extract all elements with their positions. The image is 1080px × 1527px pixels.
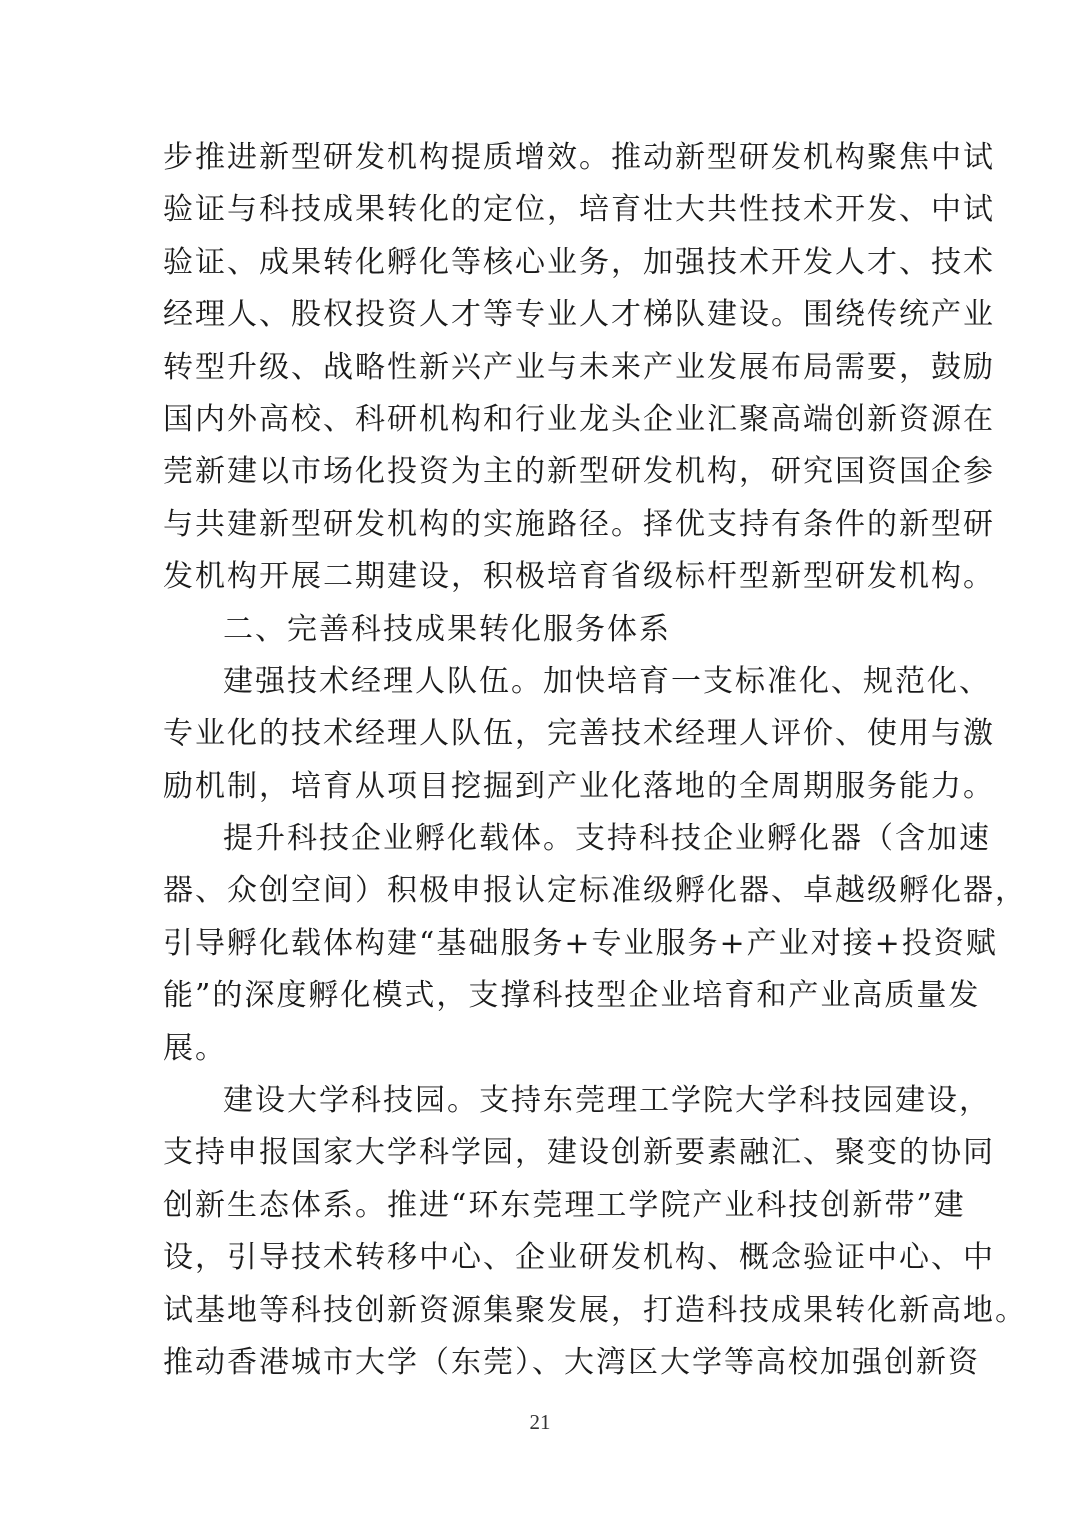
text-line: 验证与科技成果转化的定位，培育壮大共性技术开发、中试 — [163, 192, 995, 228]
text-line: 试基地等科技创新资源集聚发展，打造科技成果转化新高地。 — [163, 1292, 1027, 1328]
text-line: 国内外高校、科研机构和行业龙头企业汇聚高端创新资源在 — [163, 401, 995, 437]
text-line: 建强技术经理人队伍。加快培育一支标准化、规范化、 — [223, 663, 991, 699]
text-line: 发机构开展二期建设，积极培育省级标杆型新型研发机构。 — [163, 559, 995, 595]
text-line: 转型升级、战略性新兴产业与未来产业发展布局需要，鼓励 — [163, 349, 995, 385]
page-number: 21 — [529, 1410, 551, 1434]
text-line: 推动香港城市大学（东莞）、大湾区大学等高校加强创新资 — [163, 1344, 980, 1380]
body-text — [163, 132, 1027, 1389]
text-line: 二、完善科技成果转化服务体系 — [223, 611, 671, 647]
text-line: 器、众创空间）积极申报认定标准级孵化器、卓越级孵化器， — [163, 873, 1027, 909]
text-line: 能”的深度孵化模式，支撑科技型企业培育和产业高质量发 — [163, 978, 981, 1014]
text-line: 引导孵化载体构建“基础服务+专业服务+产业对接+投资赋 — [163, 925, 998, 961]
text-line: 展。 — [163, 1030, 227, 1066]
text-line: 提升科技企业孵化载体。支持科技企业孵化器（含加速 — [223, 821, 991, 857]
text-line: 设，引导技术转移中心、企业研发机构、概念验证中心、中 — [163, 1240, 995, 1276]
text-line: 步推进新型研发机构提质增效。推动新型研发机构聚焦中试 — [163, 140, 995, 175]
text-line: 建设大学科技园。支持东莞理工学院大学科技园建设， — [223, 1083, 991, 1119]
text-line: 莞新建以市场化投资为主的新型研发机构，研究国资国企参 — [163, 454, 995, 490]
text-line: 经理人、股权投资人才等专业人才梯队建设。围绕传统产业 — [163, 297, 995, 333]
text-line: 支持申报国家大学科学园，建设创新要素融汇、聚变的协同 — [163, 1135, 995, 1171]
text-line: 验证、成果转化孵化等核心业务，加强技术开发人才、技术 — [163, 244, 995, 280]
text-line: 创新生态体系。推进“环东莞理工学院产业科技创新带”建 — [163, 1187, 966, 1223]
text-line: 与共建新型研发机构的实施路径。择优支持有条件的新型研 — [163, 506, 995, 542]
text-line: 专业化的技术经理人队伍，完善技术经理人评价、使用与激 — [163, 716, 995, 752]
text-line: 励机制，培育从项目挖掘到产业化落地的全周期服务能力。 — [163, 768, 995, 804]
